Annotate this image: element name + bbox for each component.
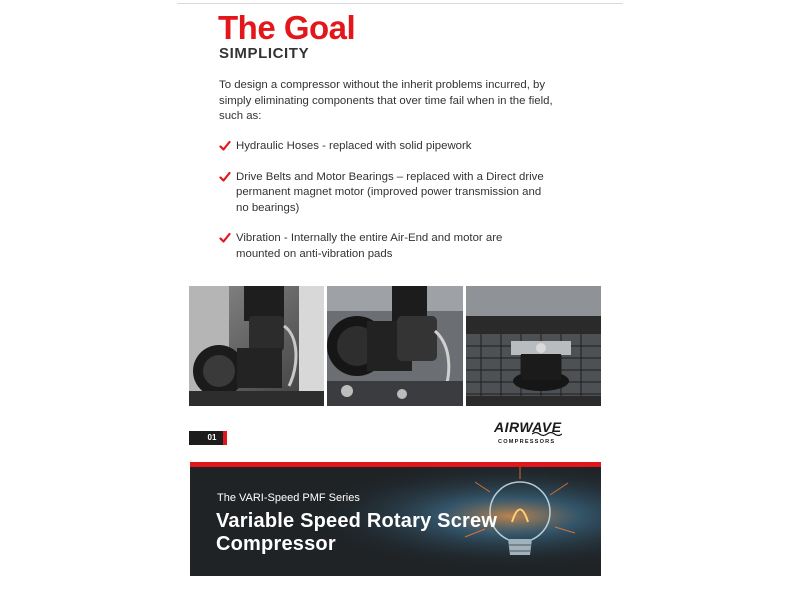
list-item: [219, 139, 549, 155]
wave-icon: [532, 431, 562, 437]
page-number: 01: [189, 431, 227, 445]
check-icon: [219, 170, 231, 184]
intro-paragraph: To design a compressor without the inherit problems incurred, by simply eliminating components that over time fail when in the field, such as:: [219, 79, 553, 123]
photo-anti-vibration-pads: [466, 286, 601, 406]
list-item: [219, 231, 549, 262]
logo-tagline: COMPRESSORS: [498, 439, 556, 445]
banner-title: Variable Speed Rotary Screw Compressor: [216, 510, 498, 555]
page-title: The Goal: [218, 9, 356, 46]
banner-series: The VARI-Speed PMF Series: [217, 492, 360, 504]
logo-wordmark: AIRWAVE: [494, 419, 562, 435]
company-logo: [494, 417, 578, 449]
photo-direct-drive-motor: [327, 286, 462, 406]
list-item-text: Hydraulic Hoses - replaced with solid pipework: [236, 140, 472, 152]
list-item-text: Drive Belts and Motor Bearings – replaced with a Direct drive permanent magnet motor (improved power transmission and no bearings): [236, 170, 544, 214]
feature-list: [219, 139, 549, 263]
check-icon: [219, 231, 231, 245]
list-item-text: Vibration - Internally the entire Air-End and motor are mounted on anti-vibration pads: [236, 232, 503, 260]
photo-motor-pipework: [189, 286, 324, 406]
photo-strip: [189, 286, 601, 406]
page-top-rule: [177, 3, 623, 4]
product-banner: [190, 462, 601, 576]
list-item: [219, 170, 549, 217]
check-icon: [219, 139, 231, 153]
page-subtitle: SIMPLICITY: [219, 45, 310, 62]
